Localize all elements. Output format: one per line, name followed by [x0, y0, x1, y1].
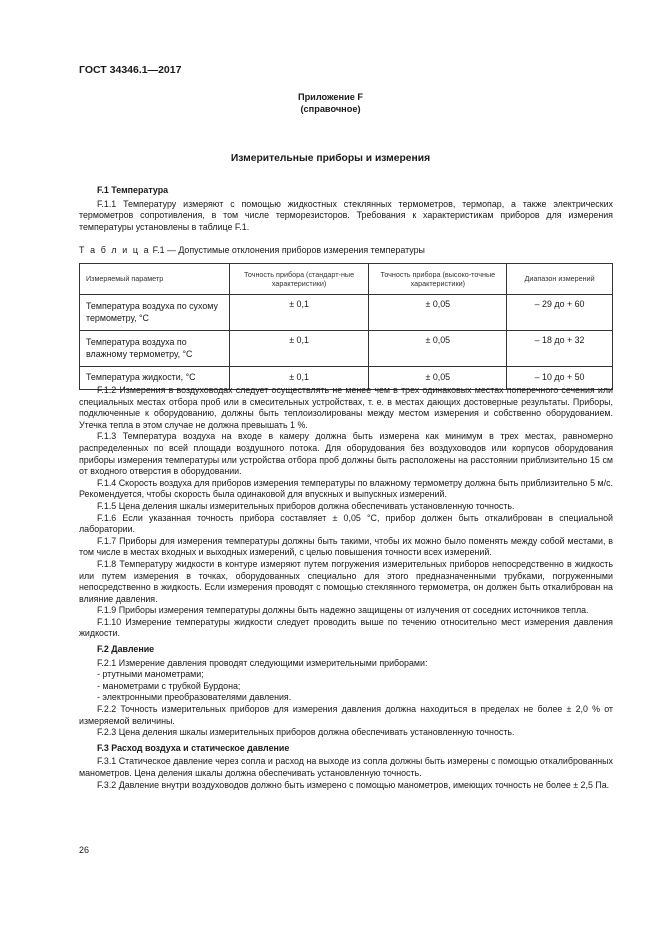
section-heading: F.1 Температура: [97, 185, 169, 195]
table-cell-param: Температура воздуха по сухому термометру, °C: [80, 295, 230, 331]
table-cell-range: – 29 до + 60: [507, 295, 613, 331]
table-cell-range: – 18 до + 32: [507, 331, 613, 367]
table-cell-param: Температура жидкости, °C: [80, 367, 230, 390]
table-cell-standard: ± 0,1: [229, 295, 369, 331]
paragraph: F.1.9 Приборы измерения температуры должны быть надежно защищены от излучения от соседних источников тепла.: [97, 605, 589, 616]
table-cell-param: Температура воздуха по влажному термометру, °C: [80, 331, 230, 367]
table-header-cell: Точность прибора (высоко-точные характеристики): [369, 264, 507, 295]
annex-title: Приложение F: [297, 92, 364, 102]
table-row: [80, 331, 613, 367]
paragraph: F.1.6 Если указанная точность прибора составляет ± 0,05 °C, прибор должен быть откалиброван в специальной лаборатории.: [79, 512, 613, 535]
list-item: - ртутными манометрами;: [97, 669, 204, 680]
table-cell-standard: ± 0,1: [229, 367, 369, 390]
table-header-cell: Точность прибора (стандарт-ные характеристики): [229, 264, 369, 295]
paragraph: F.1.5 Цена деления шкалы измерительных приборов должна обеспечивать установленную точность.: [97, 500, 515, 511]
temperature-table: [79, 263, 613, 390]
page-title: Измерительные приборы и измерения: [230, 153, 431, 164]
paragraph: F.3.1 Статическое давление через сопла и расход на выходе из сопла должны быть измерены с помощью откалиброванных манометров. Цена деления шкалы должна обеспечивать установленную точность.: [79, 756, 613, 778]
list-item: - электронными преобразователями давления.: [97, 692, 292, 703]
table-caption-text: F.1 — Допустимые отклонения приборов измерения температуры: [150, 245, 425, 255]
table-caption-prefix: Т а б л и ц а: [79, 245, 151, 255]
paragraph: F.2.2 Точность измерительных приборов для измерения давления должна находиться в пределах не более ± 2,0 % от измеряемой величины.: [79, 704, 613, 726]
list-item: - манометрами с трубкой Бурдона;: [97, 680, 241, 691]
table-cell-high: ± 0,05: [369, 295, 507, 331]
bullet-list: [79, 669, 613, 704]
page-number: 26: [79, 845, 90, 855]
section-heading: F.2 Давление: [97, 644, 155, 655]
paragraph: F.1.8 Температуру жидкости в контуре измеряют путем погружения измерительных приборов непосредственно в жидкость или путем измерения в точках, оборудованных специально для этого предназначенными трубками, погруженными непосредственно в жидкость. Если измерения проводят с помощью стеклянного термометра, он должен быть откалиброван на влияние давления.: [79, 558, 613, 604]
table-header-cell: Измеряемый параметр: [80, 264, 230, 295]
body-text: [79, 385, 613, 791]
paragraph: F.1.4 Скорость воздуха для приборов измерения температуры по влажному термометру должна быть приблизительно 5 м/с. Рекомендуется, чтобы скорость была одинаковой для впускных и выпускных измерений.: [79, 477, 613, 500]
paragraph: F.1.7 Приборы для измерения температуры должны быть такими, чтобы их можно было поменять между собой местами, в том числе в местах входных и выходных измерений, с целью повышения точности всех измерений.: [79, 535, 613, 558]
paragraph: F.2.1 Измерение давления проводят следующими измерительными приборами:: [97, 657, 428, 668]
table-cell-high: ± 0,05: [369, 331, 507, 367]
paragraph: F.1.1 Температуру измеряют с помощью жидкостных стеклянных термометров, термопар, а также электрических термометров сопротивления, в том числе терморезисторов. Требования к характеристикам приборов для измерения температуры установлены в таблице F.1.: [79, 198, 613, 232]
section-f1-intro: [79, 185, 613, 233]
paragraph: F.1.10 Измерение температуры жидкости следует проводить выше по течению относительно мест измерения давления жидкости.: [79, 616, 613, 639]
standard-header: ГОСТ 34346.1—2017: [79, 64, 182, 76]
table-cell-standard: ± 0,1: [229, 331, 369, 367]
annex-subtitle: (справочное): [300, 104, 361, 114]
section-heading: F.3 Расход воздуха и статическое давление: [97, 742, 290, 753]
table-cell-high: ± 0,05: [369, 367, 507, 390]
paragraph: F.2.3 Цена деления шкалы измерительных приборов должна обеспечивать установленную точность.: [97, 727, 515, 738]
table-header-cell: Диапазон измерений: [507, 264, 613, 295]
paragraph: F.1.3 Температура воздуха на входе в камеру должна быть измерена как минимум в трех местах, равномерно распределенных по всей площади воздушного потока. Для оборудования без воздуховодов или корпусов оборудования приборы измерения температуры или устройства отбора проб должны быть расположены на расстоянии приблизительно 15 см от входного отверстия в оборудовании.: [79, 431, 613, 477]
table-cell-range: – 10 до + 50: [507, 367, 613, 390]
table-caption: [79, 245, 425, 255]
paragraph: F.1.2 Измерения в воздуховодах следует осуществлять не менее чем в трех одинаковых местах поперечного сечения или специальных местах отбора проб или в смесительных устройствах, т. е. в местах дающих достоверные результаты. Приборы, подключенные к оборудованию, должны быть теплоизолированы между местом измерения и собственно оборудованием. Утечка тепла в этом случае не должна превышать 1 %.: [79, 385, 613, 430]
annex-heading: [0, 91, 661, 115]
table-row: [80, 295, 613, 331]
table-header-row: [80, 264, 613, 295]
paragraph: F.3.2 Давление внутри воздуховодов должно быть измерено с помощью манометров, имеющих точность не более ± 2,5 Па.: [97, 779, 610, 790]
